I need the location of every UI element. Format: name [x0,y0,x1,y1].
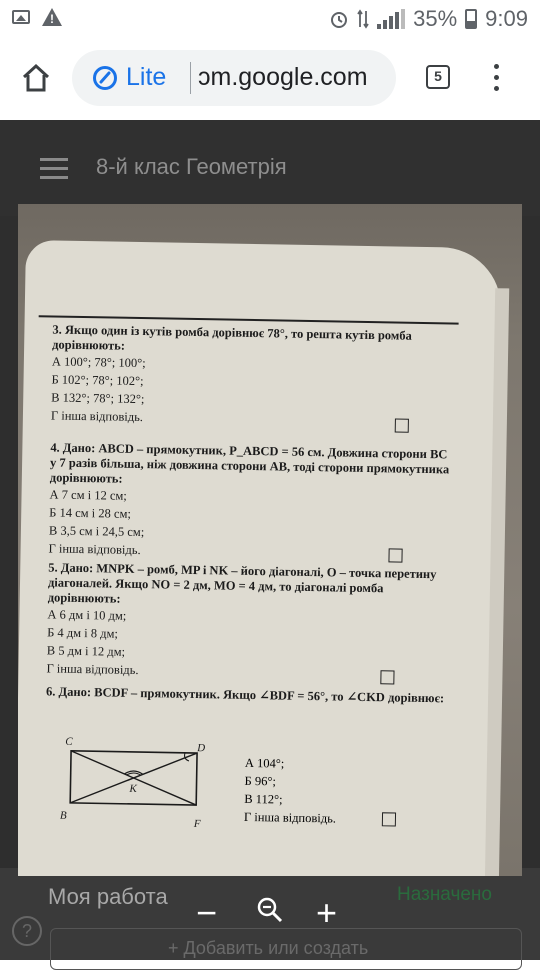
worksheet-photo [18,204,522,876]
option-a: А 104°; [244,755,285,771]
classroom-header [0,120,540,216]
answer-box-4 [388,548,402,562]
option-c: В 132°; 78°; 132°; [51,390,145,407]
option-d: Г інша відповідь. [48,541,141,558]
option-a: А 7 см і 12 см; [49,487,127,503]
answer-box-3 [395,418,409,432]
assigned-status: Назначено [397,884,492,905]
option-c: В 3,5 см і 24,5 см; [48,523,145,540]
rectangle-diagram [55,735,237,848]
zoom-out-button[interactable]: − [196,892,218,933]
battery-icon [465,9,477,29]
status-bar [0,0,540,38]
label-f: F [193,818,201,831]
label-k: K [129,782,137,796]
option-a: А 6 дм і 10 дм; [47,607,127,623]
option-b: Б 4 дм і 8 дм; [47,625,119,641]
question-6-options [244,754,445,829]
answer-box-5 [380,670,394,684]
label-c: C [65,735,73,748]
option-c: В 112°; [244,791,283,807]
class-title: 8-й клас Геометрія [96,154,287,179]
label-b: B [59,809,67,822]
home-icon[interactable] [20,62,52,94]
data-icon [357,9,369,29]
option-b: Б 96°; [244,773,276,789]
address-separator [190,62,191,94]
question-6: 6. Дано: BCDF – прямокутник. Якщо ∠BDF = 56°, то ∠CKD дорівнює: [46,684,445,706]
option-d: Г інша відповідь. [46,661,139,678]
url-text[interactable]: ɔm.google.com [198,63,368,91]
help-icon[interactable]: ? [12,916,42,946]
question-4: 4. Дано: ABCD – прямокутник, P_ABCD = 56 см. Довжина сторони BC у 7 разів більша, ніж довжина сторони AB, тоді сторони прямокутника дорівнюють: А 7 см і 12 см; Б 14 см і 28 см; В 3,5 см і 24,5 см; Г інша відповідь. [48,440,450,564]
lite-mode-icon [92,65,118,91]
my-work-label: Моя работа [48,884,168,909]
clock: 9:09 [485,6,528,31]
worksheet-paper [18,240,502,876]
option-b: Б 14 см і 28 см; [49,505,132,521]
zoom-in-button[interactable]: + [316,892,338,933]
question-3: 3. Якщо один із кутів ромба дорівнює 78°, то решта кутів ромба дорівнюють: А 100°; 78°; 100°; Б 102°; 78°; 102°; В 132°; 78°; 132°; Г інша відповідь. [51,322,453,431]
tab-switcher-button[interactable]: 5 [426,65,450,89]
zoom-reset-icon[interactable] [256,896,284,924]
option-d: Г інша відповідь. [243,809,337,826]
option-d: Г інша відповідь. [50,408,144,425]
browser-toolbar [0,38,540,120]
label-d: D [197,742,206,755]
hamburger-menu-icon[interactable] [40,158,68,178]
battery-percent: 35% [413,6,458,31]
address-bar[interactable] [72,50,396,106]
signal-icon [377,9,405,29]
overflow-menu-icon[interactable] [492,64,500,94]
option-b: Б 102°; 78°; 102°; [51,372,144,389]
alarm-icon [329,9,349,29]
answer-box-6 [382,812,396,826]
add-or-create-label: + Добавить или создать [168,938,369,958]
warning-icon: ! [42,8,62,26]
image-icon [12,10,30,24]
option-c: В 5 дм і 12 дм; [46,643,126,659]
question-5: 5. Дано: MNPK – ромб, MP і NK – його діагоналі, O – точка перетину діагоналей. Якщо NO = 2 дм, MO = 4 дм, то діагоналі ромба дорівнюють: А 6 дм і 10 дм; Б 4 дм і 8 дм; В 5 дм і 12 дм; Г інша відповідь. [46,560,448,684]
lite-label: Lite [126,63,167,91]
option-a: А 100°; 78°; 100°; [51,354,146,371]
